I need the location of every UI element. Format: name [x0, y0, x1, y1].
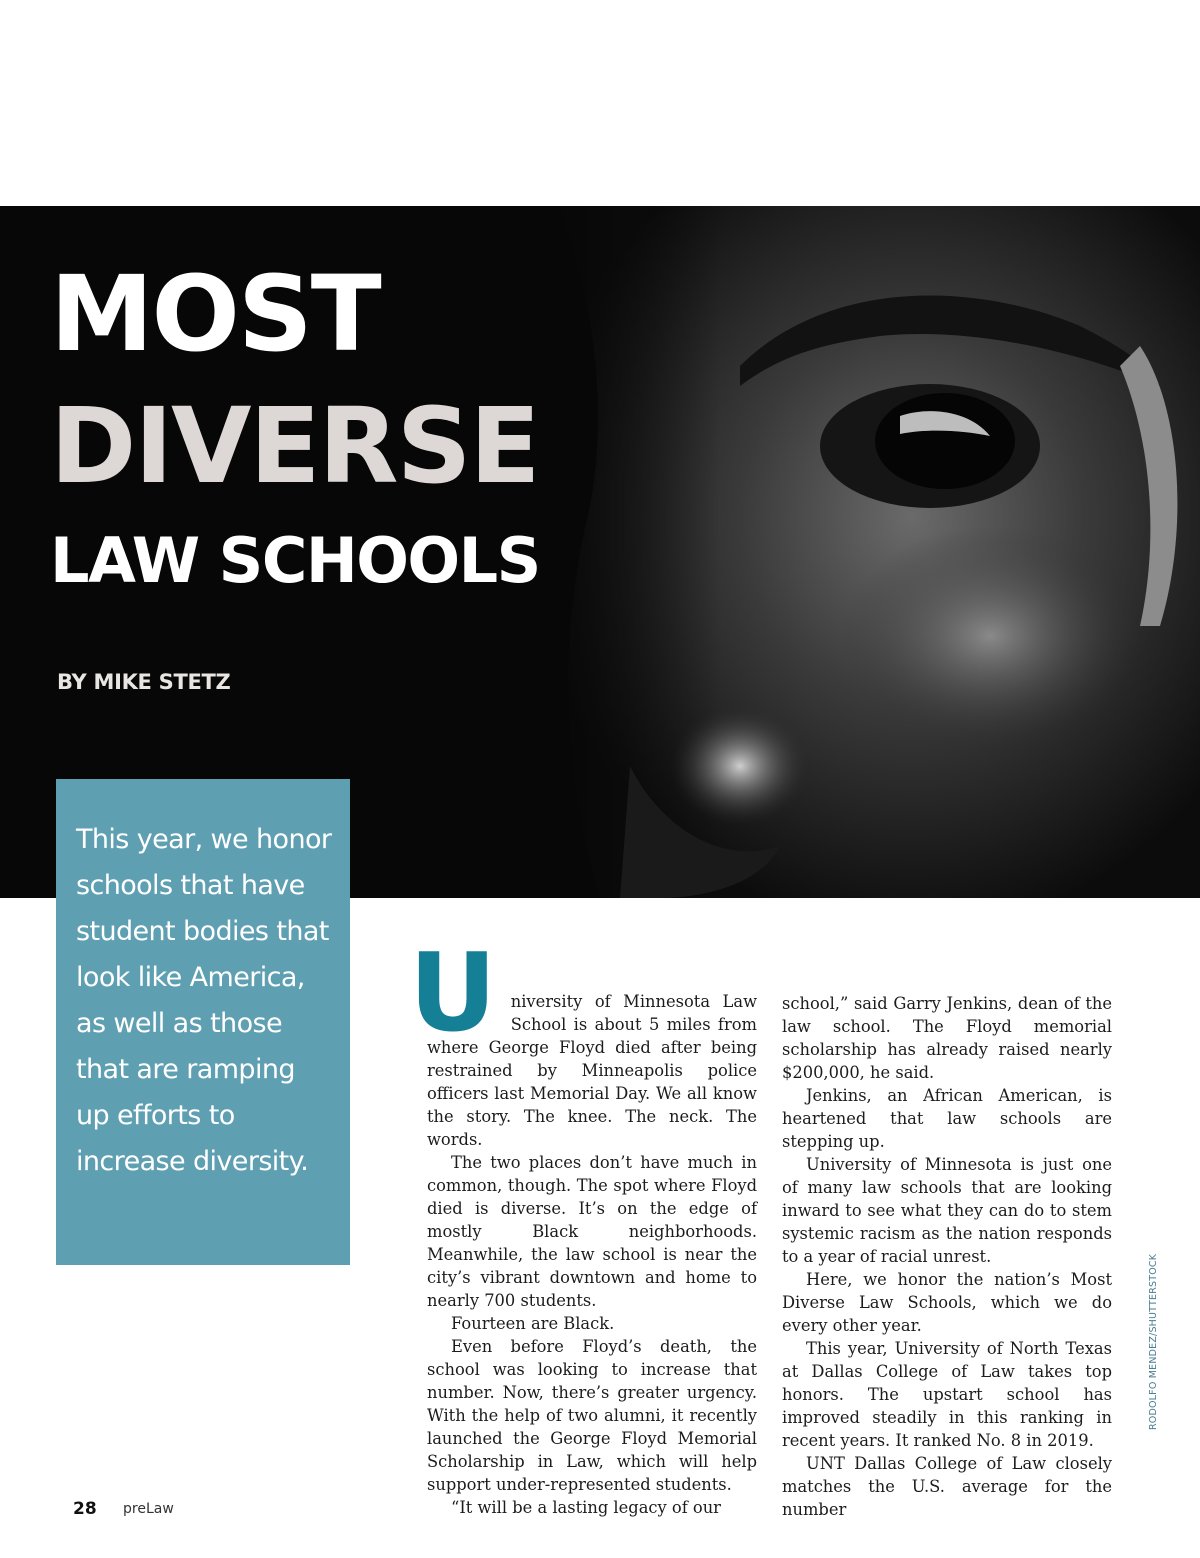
pullquote-box [56, 779, 350, 1265]
paragraph: University of Minnesota Law School is about 5 miles from where George Floyd died after being restrained by Minneapolis police officers last Memorial Day. We all know the story. The knee. The neck. The words. [409, 931, 757, 1149]
title-line-diverse: DIVERSE [50, 385, 539, 507]
paragraph: Jenkins, an African American, is heartened that law schools are stepping up. [782, 1086, 1112, 1151]
magazine-name: preLaw [123, 1501, 174, 1517]
paragraph: Fourteen are Black. [451, 1314, 615, 1333]
paragraph: University of Minnesota is just one of many law schools that are looking inward to see what they can do to stem systemic racism as the nation responds to a year of racial unrest. [782, 1155, 1112, 1266]
article-column-2 [782, 992, 1112, 1521]
photo-credit: RODOLFO MENDEZ/SHUTTERSTOCK [1148, 1253, 1159, 1430]
paragraph: Here, we honor the nation’s Most Diverse Law Schools, which we do every other year. [782, 1270, 1112, 1335]
paragraph: school,” said Garry Jenkins, dean of the law school. The Floyd memorial scholarship has already raised nearly $200,000, he said. [782, 994, 1112, 1082]
page-number: 28 [73, 1499, 97, 1519]
title-line-most: MOST [50, 253, 380, 375]
title-line-law-schools: LAW SCHOOLS [50, 524, 540, 597]
article-column-1 [409, 931, 757, 1519]
paragraph: The two places don’t have much in common, though. The spot where Floyd died is diverse. It’s on the edge of mostly Black neighborhoods. Meanwhile, the law school is near the city’s vibrant downtown and home to nearly 700 students. [427, 1153, 757, 1310]
drop-cap: U [409, 931, 497, 1056]
pullquote-text: This year, we honor schools that have student bodies that look like America, as well as those that are ramping up efforts to increase diversity. [76, 824, 332, 1177]
paragraph: “It will be a lasting legacy of our [451, 1498, 721, 1517]
paragraph: UNT Dallas College of Law closely matches the U.S. average for the number [782, 1454, 1112, 1519]
byline: BY MIKE STETZ [57, 670, 231, 694]
paragraph: Even before Floyd’s death, the school was looking to increase that number. Now, there’s greater urgency. With the help of two alumni, it recently launched the George Floyd Memorial Scholarship in Law, which will help support under-represented students. [427, 1337, 757, 1494]
paragraph: This year, University of North Texas at Dallas College of Law takes top honors. The upstart school has improved steadily in this ranking in recent years. It ranked No. 8 in 2019. [782, 1339, 1112, 1450]
